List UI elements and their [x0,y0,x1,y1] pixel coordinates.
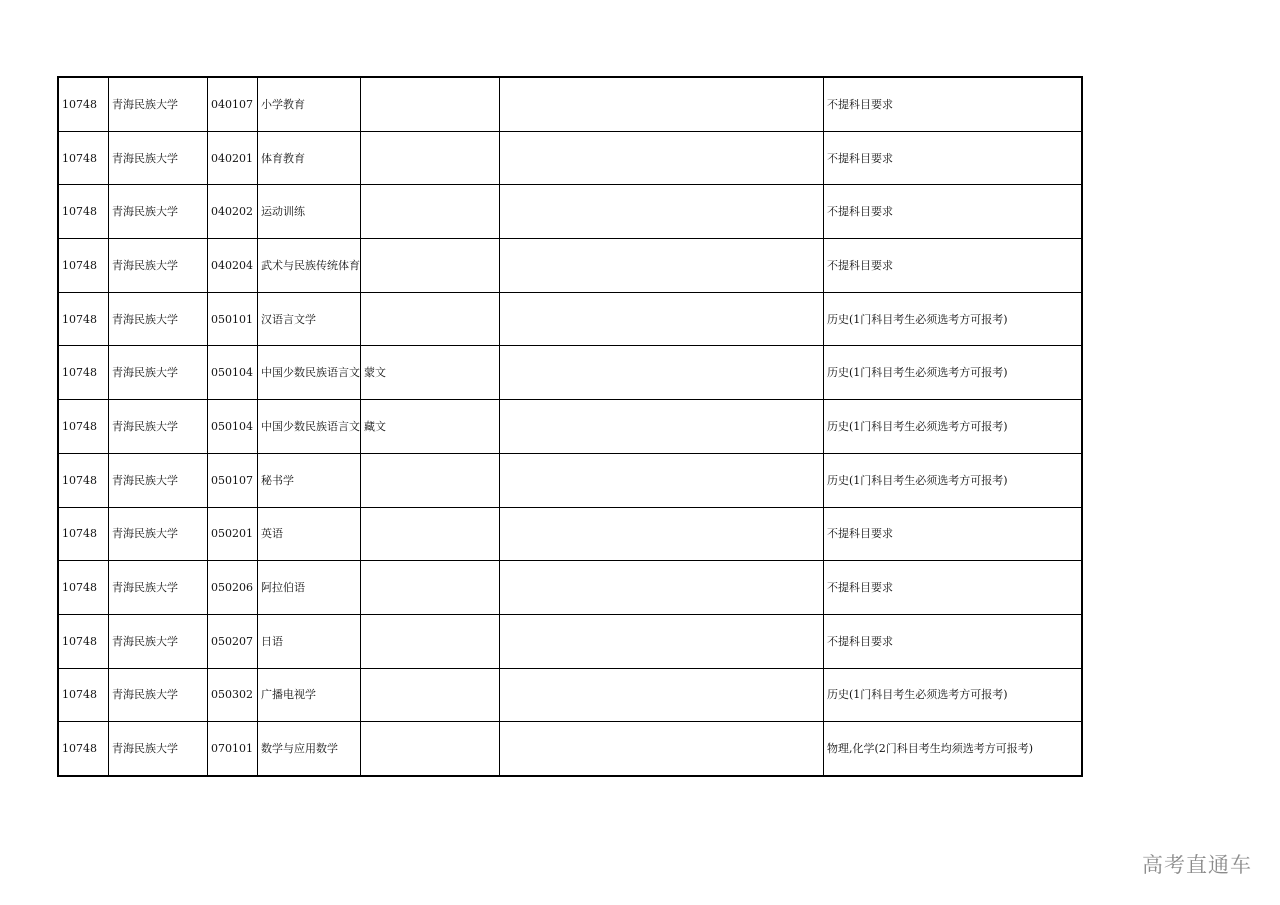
institution-code-cell: 10748 [58,561,109,615]
subject-requirement-cell: 不提科目要求 [824,239,1083,293]
table-row [58,77,1082,131]
subject-requirement-cell: 不提科目要求 [824,131,1083,185]
major-code-cell: 050104 [208,346,258,400]
major-code-cell: 040204 [208,239,258,293]
major-direction-cell [361,668,500,722]
table-row [58,668,1082,722]
note-cell [500,668,824,722]
major-name-cell: 英语 [258,507,361,561]
institution-code-cell: 10748 [58,722,109,776]
institution-name-cell: 青海民族大学 [109,453,208,507]
major-direction-cell [361,185,500,239]
major-direction-cell [361,722,500,776]
table-row [58,507,1082,561]
major-name-cell: 小学教育 [258,77,361,131]
institution-code-cell: 10748 [58,453,109,507]
table-row [58,239,1082,293]
institution-name-cell: 青海民族大学 [109,614,208,668]
major-name-cell: 运动训练 [258,185,361,239]
major-code-cell: 050206 [208,561,258,615]
major-code-cell: 040201 [208,131,258,185]
major-code-cell: 050207 [208,614,258,668]
note-cell [500,722,824,776]
major-code-cell: 050107 [208,453,258,507]
major-name-cell: 中国少数民族语言文 [258,346,361,400]
major-name-cell: 体育教育 [258,131,361,185]
note-cell [500,561,824,615]
institution-code-cell: 10748 [58,614,109,668]
note-cell [500,507,824,561]
major-code-cell: 050101 [208,292,258,346]
institution-name-cell: 青海民族大学 [109,77,208,131]
subject-requirement-cell: 物理,化学(2门科目考生均须选考方可报考) [824,722,1083,776]
note-cell [500,346,824,400]
institution-name-cell: 青海民族大学 [109,239,208,293]
institution-name-cell: 青海民族大学 [109,507,208,561]
subject-requirement-cell: 不提科目要求 [824,614,1083,668]
institution-name-cell: 青海民族大学 [109,292,208,346]
institution-name-cell: 青海民族大学 [109,185,208,239]
major-code-cell: 040107 [208,77,258,131]
note-cell [500,185,824,239]
institution-code-cell: 10748 [58,400,109,454]
major-code-cell: 070101 [208,722,258,776]
major-direction-cell [361,561,500,615]
major-direction-cell [361,77,500,131]
major-direction-cell [361,507,500,561]
table-row [58,346,1082,400]
institution-code-cell: 10748 [58,77,109,131]
major-code-cell: 040202 [208,185,258,239]
institution-name-cell: 青海民族大学 [109,400,208,454]
major-direction-cell [361,239,500,293]
institution-name-cell: 青海民族大学 [109,668,208,722]
major-name-cell: 汉语言文学 [258,292,361,346]
note-cell [500,614,824,668]
subject-requirement-cell: 历史(1门科目考生必须选考方可报考) [824,668,1083,722]
major-name-cell: 阿拉伯语 [258,561,361,615]
major-name-cell: 武术与民族传统体育 [258,239,361,293]
subject-requirement-cell: 不提科目要求 [824,561,1083,615]
major-direction-cell: 藏文 [361,400,500,454]
table-row [58,292,1082,346]
institution-code-cell: 10748 [58,668,109,722]
subject-requirement-cell: 历史(1门科目考生必须选考方可报考) [824,292,1083,346]
subject-requirement-cell: 历史(1门科目考生必须选考方可报考) [824,453,1083,507]
major-direction-cell: 蒙文 [361,346,500,400]
institution-code-cell: 10748 [58,346,109,400]
major-direction-cell [361,292,500,346]
institution-code-cell: 10748 [58,507,109,561]
note-cell [500,453,824,507]
table-row [58,185,1082,239]
subject-requirements-table [57,76,1083,777]
subject-requirement-cell: 不提科目要求 [824,507,1083,561]
table-row [58,614,1082,668]
major-code-cell: 050302 [208,668,258,722]
table-row [58,561,1082,615]
note-cell [500,400,824,454]
major-code-cell: 050104 [208,400,258,454]
major-name-cell: 广播电视学 [258,668,361,722]
institution-name-cell: 青海民族大学 [109,131,208,185]
table-row [58,453,1082,507]
note-cell [500,239,824,293]
major-code-cell: 050201 [208,507,258,561]
subject-requirement-cell: 不提科目要求 [824,77,1083,131]
note-cell [500,292,824,346]
note-cell [500,131,824,185]
table-row [58,722,1082,776]
major-name-cell: 秘书学 [258,453,361,507]
major-name-cell: 日语 [258,614,361,668]
institution-code-cell: 10748 [58,131,109,185]
institution-name-cell: 青海民族大学 [109,722,208,776]
institution-name-cell: 青海民族大学 [109,346,208,400]
major-name-cell: 数学与应用数学 [258,722,361,776]
subject-requirement-cell: 历史(1门科目考生必须选考方可报考) [824,346,1083,400]
institution-code-cell: 10748 [58,185,109,239]
subject-requirement-cell: 不提科目要求 [824,185,1083,239]
major-direction-cell [361,131,500,185]
institution-name-cell: 青海民族大学 [109,561,208,615]
major-name-cell: 中国少数民族语言文 [258,400,361,454]
watermark-text: 高考直通车 [1142,853,1252,877]
note-cell [500,77,824,131]
subject-requirement-cell: 历史(1门科目考生必须选考方可报考) [824,400,1083,454]
institution-code-cell: 10748 [58,239,109,293]
table-row [58,400,1082,454]
institution-code-cell: 10748 [58,292,109,346]
table-row [58,131,1082,185]
major-direction-cell [361,614,500,668]
major-direction-cell [361,453,500,507]
table-body [58,77,1082,776]
